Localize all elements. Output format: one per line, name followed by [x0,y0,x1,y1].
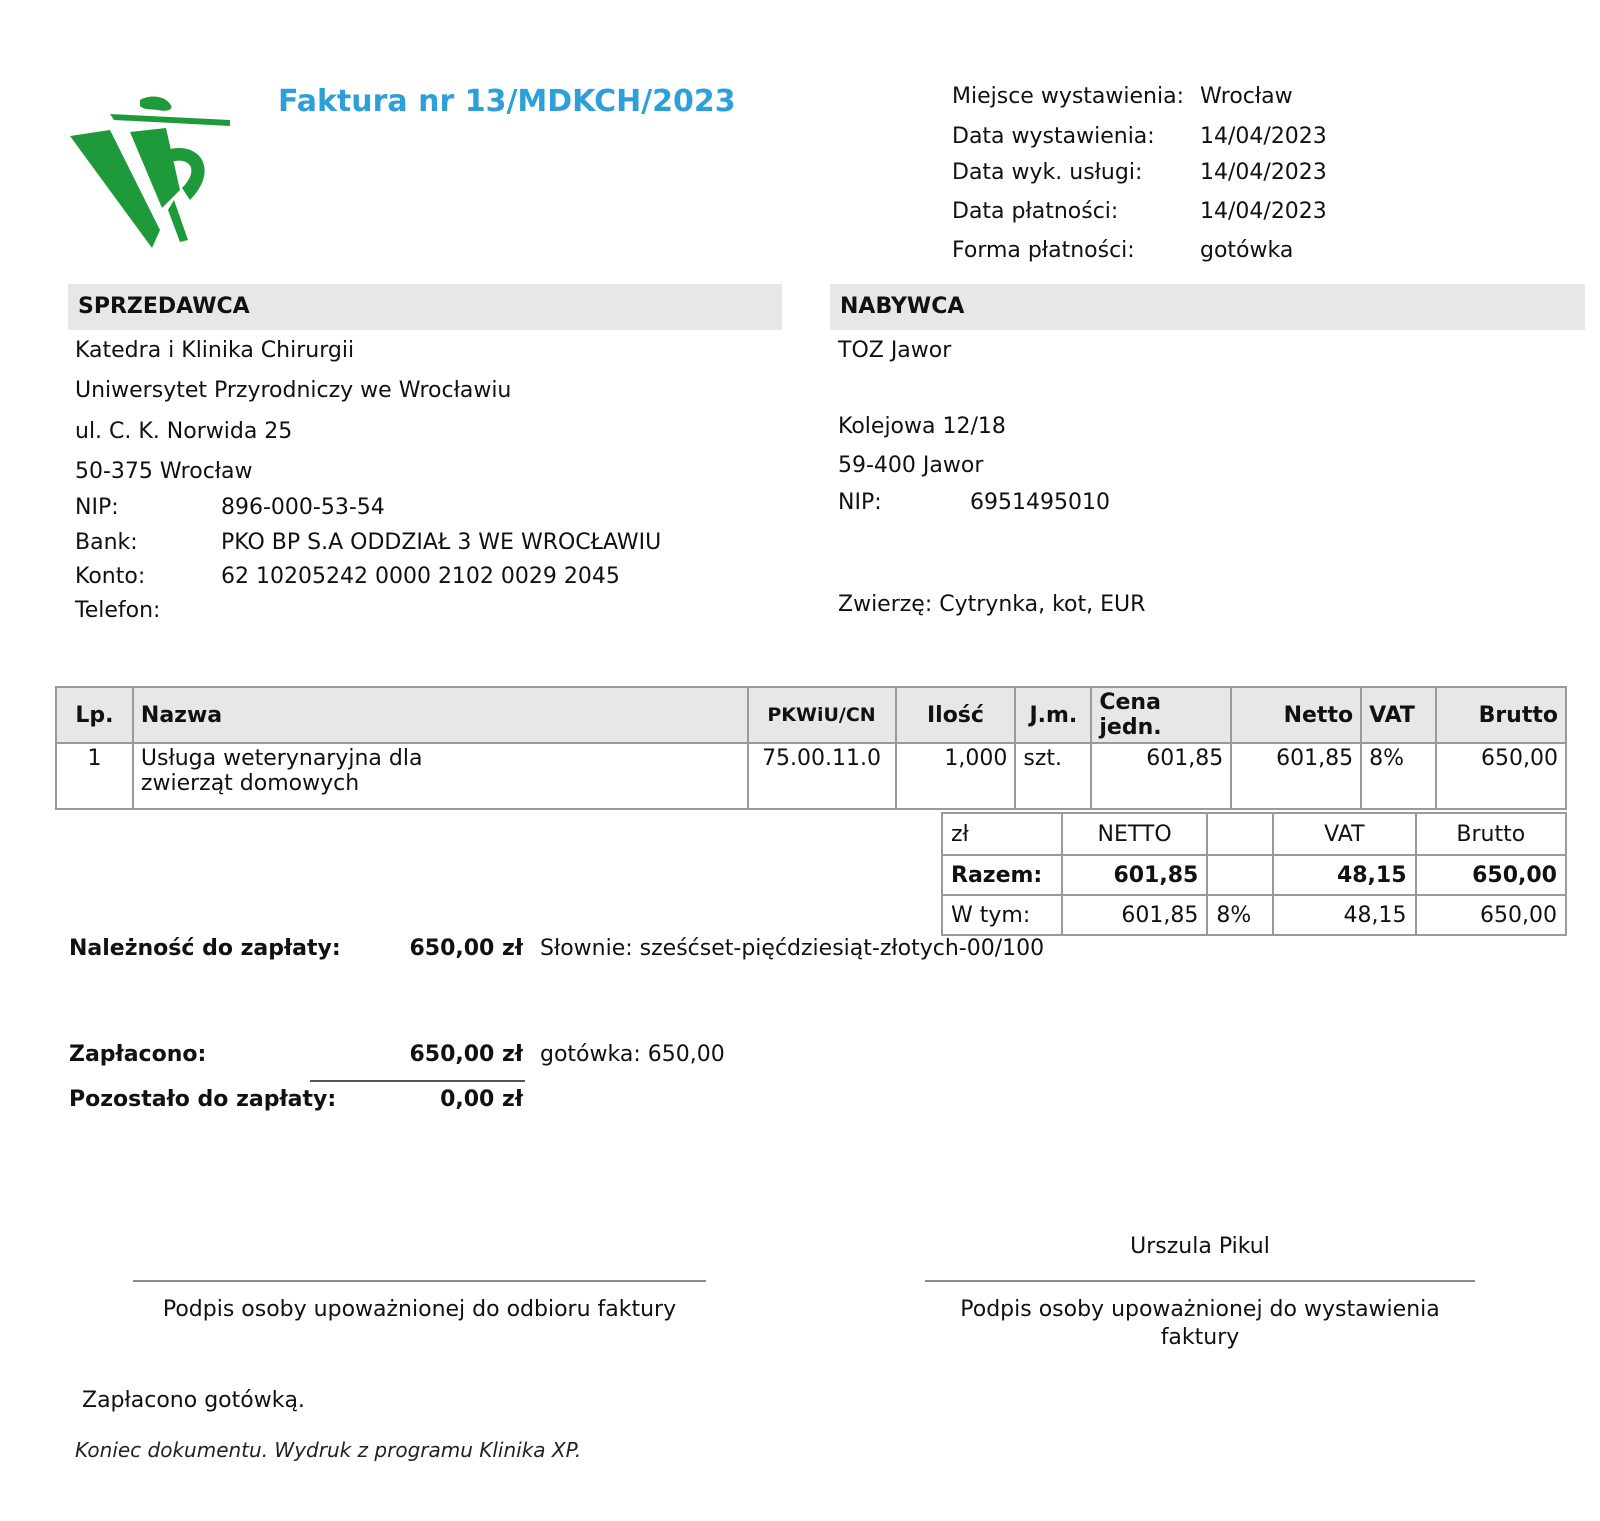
remaining-amount: 0,00 zł [440,1087,523,1112]
summary-header-vat: VAT [1273,813,1415,855]
meta-value-place: Wrocław [1200,84,1293,109]
clinic-logo [70,90,240,250]
seller-konto: 62 10205242 0000 2102 0029 2045 [221,564,620,589]
buyer-animal: Zwierzę: Cytrynka, kot, EUR [838,592,1146,617]
col-header-nazwa: Nazwa [133,687,748,743]
summary-razem-vat: 48,15 [1273,855,1415,895]
due-in-words: Słownie: sześćset-pięćdziesiąt-złotych-00/100 [540,936,1045,961]
meta-value-service-date: 14/04/2023 [1200,160,1327,185]
col-header-cena: Cena jedn. [1091,687,1231,743]
seller-line-4: 50-375 Wrocław [75,459,253,484]
col-header-pkwiu: PKWiU/CN [748,687,896,743]
issuer-name: Urszula Pikul [1130,1234,1270,1259]
item-netto: 601,85 [1231,743,1361,809]
remaining-label: Pozostało do zapłaty: [69,1087,337,1112]
seller-bank: PKO BP S.A ODDZIAŁ 3 WE WROCŁAWIU [221,530,662,555]
summary-header-brutto: Brutto [1416,813,1566,855]
col-header-netto: Netto [1231,687,1361,743]
buyer-name: TOZ Jawor [838,338,952,363]
paid-label: Zapłacono: [69,1042,207,1067]
summary-razem-brutto: 650,00 [1416,855,1566,895]
paid-amount: 650,00 zł [409,1042,523,1067]
paid-note: Zapłacono gotówką. [82,1388,305,1413]
summary-breakdown-row [942,895,1566,935]
meta-value-issue-date: 14/04/2023 [1200,124,1327,149]
seller-bank-label: Bank: [75,530,138,555]
summary-razem-label: Razem: [942,855,1062,895]
issuer-signature-caption: Podpis osoby upoważnionej do wystawienia faktury [960,1297,1440,1350]
seller-header: SPRZEDAWCA [68,284,782,330]
meta-label-payment-date: Data płatności: [952,199,1119,224]
item-nazwa [133,743,748,809]
summary-wtym-rate: 8% [1207,895,1273,935]
meta-label-service-date: Data wyk. usługi: [952,160,1143,185]
seller-nip-label: NIP: [75,495,119,520]
item-nazwa-line1: Usługa weterynaryjna dla [140,746,423,771]
buyer-city: 59-400 Jawor [838,453,984,478]
summary-wtym-vat: 48,15 [1273,895,1415,935]
summary-table [941,812,1567,936]
table-row [56,743,1566,809]
receiver-signature-line [133,1280,706,1282]
summary-wtym-label: W tym: [942,895,1062,935]
buyer-header: NABYWCA [830,284,1585,330]
seller-nip: 896-000-53-54 [221,495,385,520]
buyer-nip-label: NIP: [838,490,882,515]
seller-line-3: ul. C. K. Norwida 25 [75,419,293,444]
summary-total-row [942,855,1566,895]
receiver-signature-caption: Podpis osoby upoważnionej do odbioru faktury [162,1297,677,1322]
item-jm: szt. [1015,743,1091,809]
paid-detail: gotówka: 650,00 [540,1042,725,1067]
meta-value-payment-form: gotówka [1200,238,1294,263]
invoice-title: Faktura nr 13/MDKCH/2023 [278,84,736,119]
meta-label-payment-form: Forma płatności: [952,238,1135,263]
col-header-jm: J.m. [1015,687,1091,743]
meta-label-issue-date: Data wystawienia: [952,124,1155,149]
col-header-lp: Lp. [56,687,133,743]
item-ilosc: 1,000 [896,743,1016,809]
seller-line-1: Katedra i Klinika Chirurgii [75,338,355,363]
items-header-row [56,687,1566,743]
end-note: Koniec dokumentu. Wydruk z programu Klinika XP. [75,1438,582,1462]
meta-label-place: Miejsce wystawienia: [952,84,1184,109]
col-header-brutto: Brutto [1436,687,1566,743]
meta-value-payment-date: 14/04/2023 [1200,199,1327,224]
buyer-nip: 6951495010 [970,490,1110,515]
issuer-signature-line [925,1280,1475,1282]
due-label: Należność do zapłaty: [69,936,341,961]
col-header-ilosc: Ilość [896,687,1016,743]
seller-line-2: Uniwersytet Przyrodniczy we Wrocławiu [75,378,512,403]
paid-underline [310,1080,525,1082]
col-header-vat: VAT [1361,687,1436,743]
seller-telefon-label: Telefon: [75,598,161,623]
summary-razem-netto: 601,85 [1062,855,1207,895]
due-amount: 650,00 zł [409,936,523,961]
item-vat: 8% [1361,743,1436,809]
item-nazwa-line2: zwierząt domowych [140,771,360,796]
summary-header-rate [1207,813,1273,855]
summary-header-row [942,813,1566,855]
seller-konto-label: Konto: [75,564,146,589]
items-table [55,686,1567,810]
summary-header-currency: zł [942,813,1062,855]
summary-wtym-brutto: 650,00 [1416,895,1566,935]
item-cena: 601,85 [1091,743,1231,809]
buyer-street: Kolejowa 12/18 [838,414,1006,439]
item-pkwiu: 75.00.11.0 [748,743,896,809]
item-lp: 1 [56,743,133,809]
item-brutto: 650,00 [1436,743,1566,809]
summary-header-netto: NETTO [1062,813,1207,855]
summary-razem-rate [1207,855,1273,895]
summary-wtym-netto: 601,85 [1062,895,1207,935]
